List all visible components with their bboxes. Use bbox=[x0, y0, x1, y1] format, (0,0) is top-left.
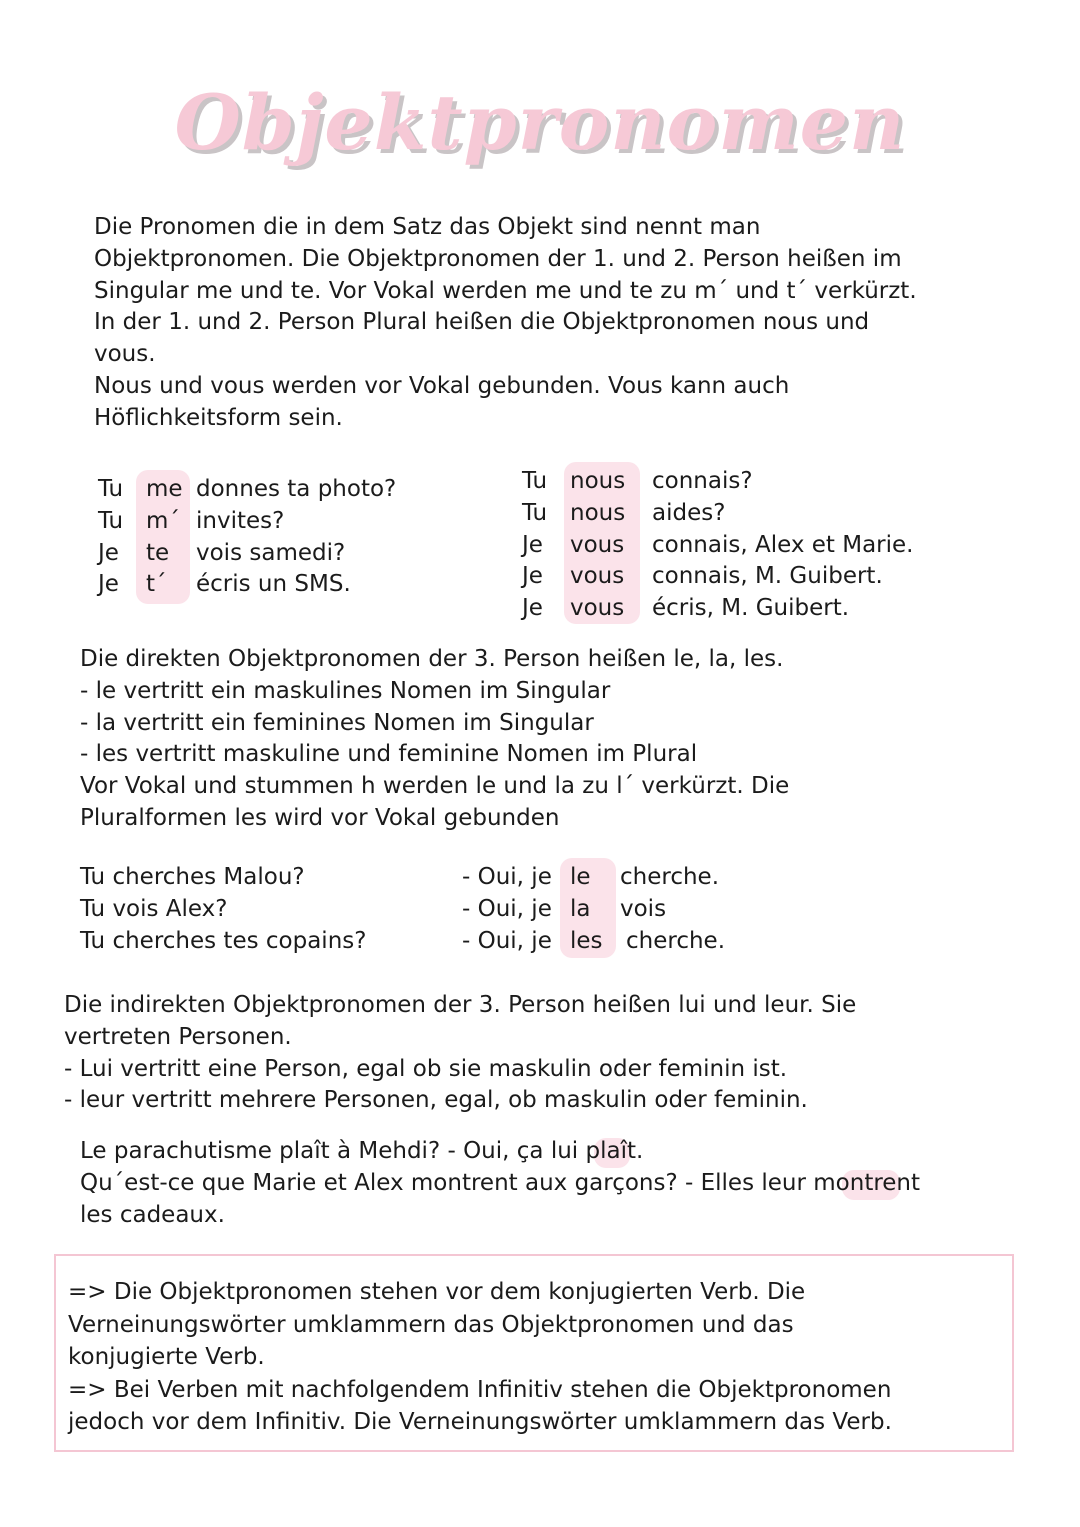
indirect-example-line: Qu´est-ce que Marie et Alex montrent aux garçons? - Elles leur montrent bbox=[80, 1169, 921, 1196]
example-pronoun: nous bbox=[570, 468, 626, 494]
summary-line: => Die Objektpronomen stehen vor dem konjugierten Verb. Die bbox=[68, 1279, 806, 1305]
example-answer-start: - Oui, je bbox=[462, 864, 552, 890]
summary-box bbox=[54, 1254, 1014, 1452]
intro-paragraph bbox=[94, 212, 917, 435]
example-rest: aides? bbox=[652, 499, 726, 526]
example-row bbox=[522, 466, 972, 498]
example-subject: Tu bbox=[98, 507, 124, 534]
example-pronoun: vous bbox=[570, 563, 625, 590]
intro-line: Höflichkeitsform sein. bbox=[94, 404, 343, 431]
example-answer-start: - Oui, je bbox=[462, 927, 552, 954]
example-question: Tu cherches Malou? bbox=[80, 864, 305, 890]
summary-line: Verneinungswörter umklammern das Objektpronomen und das bbox=[68, 1311, 794, 1338]
example-subject: Tu bbox=[98, 476, 124, 502]
example-rest: écris un SMS. bbox=[196, 571, 351, 598]
example-subject: Je bbox=[522, 563, 543, 590]
summary-line: konjugierte Verb. bbox=[68, 1344, 265, 1370]
example-rest: connais, Alex et Marie. bbox=[652, 531, 914, 558]
intro-line: Nous und vous werden vor Vokal gebunden. Vous kann auch bbox=[94, 372, 790, 399]
direct-line: - la vertritt ein feminines Nomen im Singular bbox=[80, 709, 594, 736]
example-answer-start: - Oui, je bbox=[462, 895, 552, 922]
indirect-line: - leur vertritt mehrere Personen, egal, ob maskulin oder feminin. bbox=[64, 1087, 808, 1114]
indirect-example-line: les cadeaux. bbox=[80, 1201, 225, 1228]
example-pronoun: t´ bbox=[146, 571, 167, 598]
intro-line: Die Pronomen die in dem Satz das Objekt sind nennt man bbox=[94, 214, 761, 240]
intro-line: vous. bbox=[94, 341, 156, 368]
example-pronoun: me bbox=[146, 476, 183, 502]
example-pronoun: m´ bbox=[146, 507, 180, 534]
indirect-examples bbox=[80, 1136, 920, 1231]
example-pronoun: vous bbox=[570, 595, 625, 622]
intro-line: In der 1. und 2. Person Plural heißen die Objektpronomen nous und bbox=[94, 309, 870, 336]
direct-example-row bbox=[80, 862, 780, 894]
indirect-example-line: Le parachutisme plaît à Mehdi? - Oui, ça lui plaît. bbox=[80, 1138, 644, 1164]
example-row bbox=[522, 561, 972, 593]
example-rest: connais? bbox=[652, 468, 753, 494]
example-subject: Je bbox=[98, 571, 119, 598]
example-rest: connais, M. Guibert. bbox=[652, 563, 883, 590]
direct-line: Die direkten Objektpronomen der 3. Person heißen le, la, les. bbox=[80, 646, 784, 672]
indirect-pronouns-paragraph bbox=[64, 990, 856, 1117]
example-rest: écris, M. Guibert. bbox=[652, 595, 850, 622]
direct-line: - les vertritt maskuline und feminine Nomen im Plural bbox=[80, 741, 698, 768]
summary-line: => Bei Verben mit nachfolgendem Infinitiv stehen die Objektpronomen bbox=[68, 1376, 892, 1403]
direct-line: - le vertritt ein maskulines Nomen im Singular bbox=[80, 677, 611, 704]
example-rest: invites? bbox=[196, 507, 285, 534]
example-question: Tu vois Alex? bbox=[80, 895, 228, 922]
direct-example-row bbox=[80, 926, 780, 958]
example-pronoun: le bbox=[570, 864, 591, 890]
summary-line: jedoch vor dem Infinitiv. Die Verneinungswörter umklammern das Verb. bbox=[68, 1409, 892, 1435]
intro-line: Singular me und te. Vor Vokal werden me und te zu m´ und t´ verkürzt. bbox=[94, 277, 917, 304]
direct-examples bbox=[80, 862, 780, 957]
example-rest: donnes ta photo? bbox=[196, 476, 397, 502]
direct-pronouns-paragraph bbox=[80, 644, 789, 835]
direct-line: Pluralformen les wird vor Vokal gebunden bbox=[80, 804, 560, 831]
indirect-line: vertreten Personen. bbox=[64, 1023, 292, 1050]
example-subject: Tu bbox=[522, 499, 548, 526]
example-row bbox=[98, 538, 458, 570]
intro-line: Objektpronomen. Die Objektpronomen der 1. und 2. Person heißen im bbox=[94, 245, 902, 272]
examples-plural bbox=[522, 466, 972, 625]
example-row bbox=[522, 498, 972, 530]
example-pronoun: nous bbox=[570, 499, 626, 526]
example-row bbox=[98, 506, 458, 538]
example-subject: Tu bbox=[522, 468, 548, 494]
example-pronoun: te bbox=[146, 539, 170, 566]
example-pronoun: les bbox=[570, 927, 603, 954]
indirect-line: Die indirekten Objektpronomen der 3. Person heißen lui und leur. Sie bbox=[64, 992, 857, 1018]
example-pronoun: vous bbox=[570, 531, 625, 558]
example-answer-end: cherche. bbox=[626, 927, 726, 954]
page-title: Objektpronomen bbox=[174, 78, 906, 167]
example-row bbox=[522, 593, 972, 625]
example-row bbox=[522, 530, 972, 562]
example-answer-end: vois bbox=[620, 895, 667, 922]
direct-line: Vor Vokal und stummen h werden le und la zu l´ verkürzt. Die bbox=[80, 773, 790, 800]
example-row bbox=[98, 474, 458, 506]
example-pronoun: la bbox=[570, 895, 591, 922]
example-rest: vois samedi? bbox=[196, 539, 346, 566]
example-subject: Je bbox=[98, 539, 119, 566]
example-answer-end: cherche. bbox=[620, 864, 720, 890]
example-question: Tu cherches tes copains? bbox=[80, 927, 367, 954]
direct-example-row bbox=[80, 894, 780, 926]
example-subject: Je bbox=[522, 595, 543, 622]
indirect-line: - Lui vertritt eine Person, egal ob sie maskulin oder feminin ist. bbox=[64, 1055, 788, 1082]
example-row bbox=[98, 569, 458, 601]
example-subject: Je bbox=[522, 531, 543, 558]
examples-singular bbox=[98, 474, 458, 601]
summary-text bbox=[68, 1276, 892, 1439]
